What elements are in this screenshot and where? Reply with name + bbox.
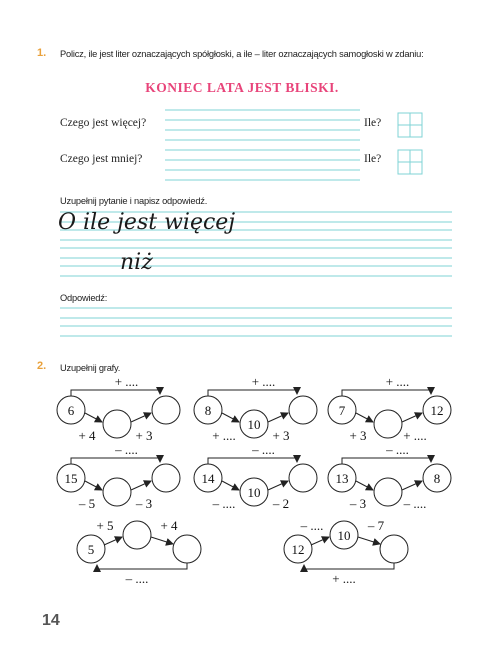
graph-right-op: – 7	[367, 518, 385, 533]
graph-top-op: – ....	[252, 442, 275, 457]
graph-top-arrow	[342, 458, 431, 464]
graph-arrow	[85, 413, 102, 422]
graph-arrow	[402, 413, 422, 422]
graph-arrow	[268, 413, 288, 422]
graph-left-value: 7	[338, 403, 346, 418]
question-more: Czego jest więcej?	[60, 117, 147, 129]
graph-circle-right[interactable]	[152, 464, 180, 492]
graph-right-op: + 4	[160, 518, 178, 533]
ile-label-2: Ile?	[364, 153, 382, 165]
graph-left-value: 13	[335, 471, 349, 486]
graph-circle-mid[interactable]	[123, 521, 151, 549]
answer-label: Odpowiedź:	[60, 293, 108, 303]
graph-bottom-op: – ....	[125, 571, 149, 586]
graph-circle-right[interactable]	[152, 396, 180, 424]
graph-right-op: + 3	[272, 428, 290, 443]
graph-left-op: – ....	[212, 496, 236, 511]
graph-arrow	[222, 413, 239, 422]
graph-arrow	[104, 537, 122, 545]
graph-arrow	[85, 481, 102, 490]
graph-top-op: + ....	[251, 374, 276, 389]
graph-circle-mid[interactable]	[374, 478, 402, 506]
graph-left-value: 14	[201, 471, 215, 486]
graph-left-value: 5	[87, 542, 95, 557]
graph-right-op: – ....	[403, 496, 427, 511]
graph-arrow	[268, 481, 288, 490]
task1-instruction2: Uzupełnij pytanie i napisz odpowiedź.	[60, 196, 208, 206]
graph-circle-right[interactable]	[289, 464, 317, 492]
graph-arrow	[356, 481, 373, 490]
graph-left-value: 12	[291, 542, 305, 557]
graph-circle-right[interactable]	[173, 535, 201, 563]
graph-circle-mid[interactable]	[103, 478, 131, 506]
graph-arrow	[356, 413, 373, 422]
graph-right-op: – 3	[135, 496, 153, 511]
graph-bottom-arrow	[304, 563, 394, 569]
graph-top-arrow	[71, 458, 160, 464]
graph-circle-right[interactable]	[289, 396, 317, 424]
graph-left-value: 15	[64, 471, 78, 486]
graph-left-op: – ....	[300, 518, 324, 533]
graph-left-op: + 4	[78, 428, 96, 443]
graph-right-op: – 2	[272, 496, 290, 511]
graph-arrow	[222, 481, 239, 490]
cursive-line-1: O ile jest więcej	[58, 210, 236, 235]
graph-left-op: + 5	[96, 518, 114, 533]
graph-top-arrow	[208, 390, 297, 396]
sentence: KONIEC LATA JEST BLISKI.	[145, 80, 339, 95]
graph-top-arrow	[71, 390, 160, 396]
graph-top-op: – ....	[115, 442, 138, 457]
graph-circle-right[interactable]	[380, 535, 408, 563]
graph-left-value: 8	[204, 403, 212, 418]
task2-instruction: Uzupełnij grafy.	[60, 363, 121, 373]
graph-arrow	[131, 413, 151, 422]
graph-arrow	[402, 481, 422, 490]
graph-left-op: – 3	[349, 496, 367, 511]
task1-number: 1.	[37, 47, 47, 59]
graph-circle-mid[interactable]	[103, 410, 131, 438]
graph-arrow	[131, 481, 151, 490]
graph-arrow	[311, 537, 329, 545]
graph-bottom-op: + ....	[332, 571, 356, 586]
graph-top-arrow	[342, 390, 431, 396]
graph-arrow	[358, 537, 380, 544]
graph-top-op: + ....	[114, 374, 139, 389]
graph-left-op: + 3	[349, 428, 367, 443]
graph-top-arrow	[208, 458, 297, 464]
graph-right-value: 8	[433, 471, 441, 486]
graph-top-op: – ....	[386, 442, 409, 457]
question-less: Czego jest mniej?	[60, 153, 143, 165]
graph-mid-value: 10	[247, 485, 261, 500]
graph-top-op: + ....	[385, 374, 410, 389]
page-number: 14	[42, 612, 60, 629]
graph-left-op: – 5	[78, 496, 96, 511]
graph-mid-value: 10	[337, 528, 351, 543]
graph-circle-mid[interactable]	[374, 410, 402, 438]
graph-arrow	[151, 537, 173, 544]
graph-left-value: 6	[67, 403, 75, 418]
graph-left-op: + ....	[212, 428, 236, 443]
cursive-line-2: niż	[120, 250, 153, 275]
task1-instruction: Policz, ile jest liter oznaczających spółgłoski, a ile – liter oznaczających samogłoski w zdaniu:	[60, 49, 424, 59]
graph-mid-value: 10	[247, 417, 261, 432]
graph-bottom-arrow	[97, 563, 187, 569]
task2-number: 2.	[37, 360, 47, 372]
graph-right-value: 12	[430, 403, 444, 418]
ile-label-1: Ile?	[364, 117, 382, 129]
graph-right-op: + ....	[403, 428, 427, 443]
graph-right-op: + 3	[135, 428, 153, 443]
